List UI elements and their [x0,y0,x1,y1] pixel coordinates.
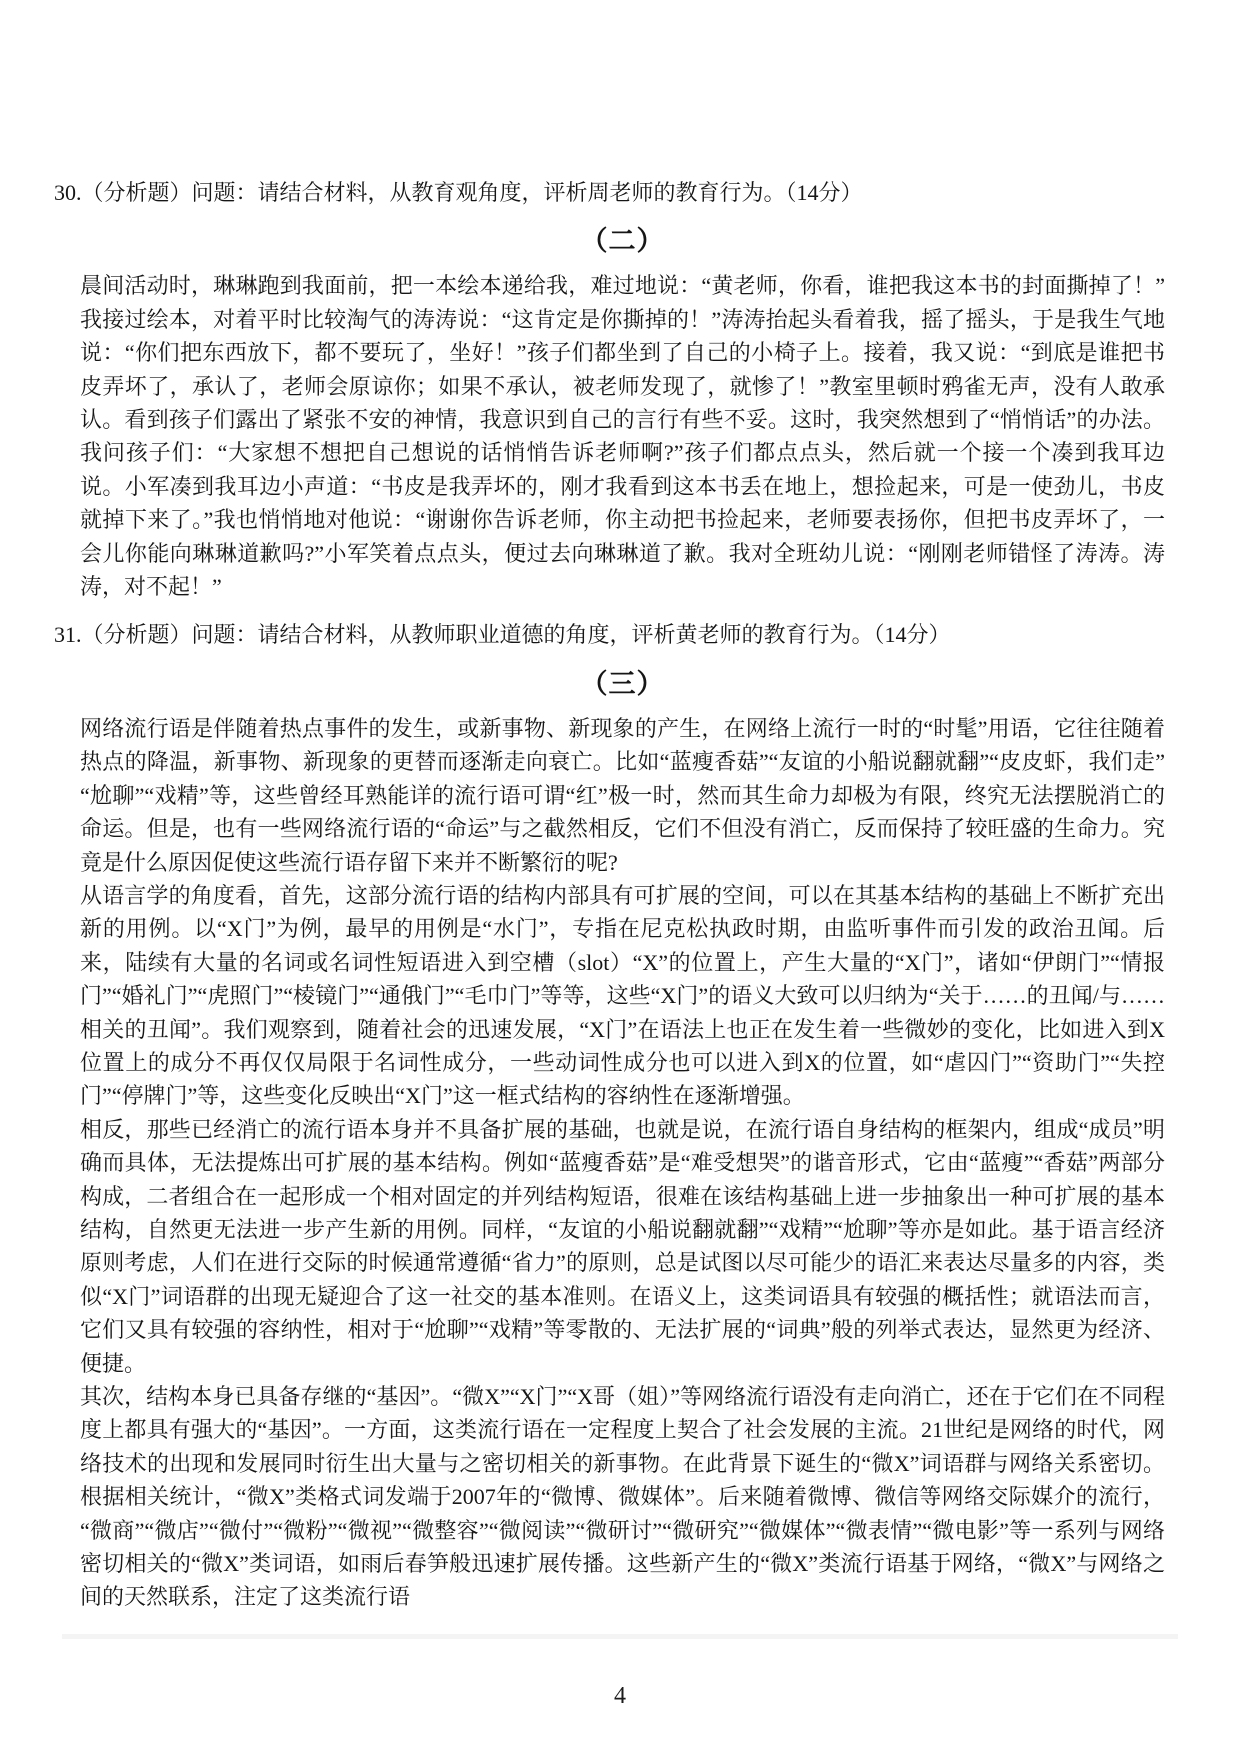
page-content [54,0,1165,1614]
page-number: 4 [614,1683,626,1709]
section-3-paragraph-3: 相反，那些已经消亡的流行语本身并不具备扩展的基础，也就是说，在流行语自身结构的框架内，组成“成员”明确而具体，无法提炼出可扩展的基本结构。例如“蓝瘦香菇”是“难受想哭”的谐音形式，它由“蓝瘦”“香菇”两部分构成，二者组合在一起形成一个相对固定的并列结构短语，很难在该结构基础上进一步抽象出一种可扩展的基本结构，自然更无法进一步产生新的用例。同样，“友谊的小船说翻就翻”“戏精”“尬聊”等亦是如此。基于语言经济原则考虑，人们在进行交际的时候通常遵循“省力”的原则，总是试图以尽可能少的语汇来表达尽量多的内容，类似“X门”词语群的出现无疑迎合了这一社交的基本准则。在语义上，这类词语具有较强的概括性；就语法而言，它们又具有较强的容纳性，相对于“尬聊”“戏精”等零散的、无法扩展的“词典”般的列举式表达，显然更为经济、便捷。 [80,1116,1165,1376]
section-2-material-paragraph: 晨间活动时，琳琳跑到我面前，把一本绘本递给我，难过地说：“黄老师，你看，谁把我这本书的封面撕掉了！”我接过绘本，对着平时比较淘气的涛涛说：“这肯定是你撕掉的！”涛涛抬起头看着我，摇了摇头，于是我生气地说：“你们把东西放下，都不要玩了，坐好！”孩子们都坐到了自己的小椅子上。接着，我又说：“到底是谁把书皮弄坏了，承认了，老师会原谅你；如果不承认，被老师发现了，就惨了！”教室里顿时鸦雀无声，没有人敢承认。看到孩子们露出了紧张不安的神情，我意识到自己的言行有些不妥。这时，我突然想到了“悄悄话”的办法。我问孩子们：“大家想不想把自己想说的话悄悄告诉老师啊?”孩子们都点点头，然后就一个接一个凑到我耳边说。小军凑到我耳边小声道：“书皮是我弄坏的，刚才我看到这本书丢在地上，想捡起来，可是一使劲儿，书皮就掉下来了。”我也悄悄地对他说：“谢谢你告诉老师，你主动把书捡起来，老师要表扬你，但把书皮弄坏了，一会儿你能向琳琳道歉吗?”小军笑着点点头，便过去向琳琳道了歉。我对全班幼儿说：“刚刚老师错怪了涛涛。涛涛，对不起！” [80,273,1165,600]
section-3-paragraph-1: 网络流行语是伴随着热点事件的发生，或新事物、新现象的产生，在网络上流行一时的“时髦”用语，它往往随着热点的降温，新事物、新现象的更替而逐渐走向衰亡。比如“蓝瘦香菇”“友谊的小船说翻就翻”“皮皮虾，我们走”“尬聊”“戏精”等，这些曾经耳熟能详的流行语可谓“红”极一时，然而其生命力却极为有限，终究无法摆脱消亡的命运。但是，也有一些网络流行语的“命运”与之截然相反，它们不但没有消亡，反而保持了较旺盛的生命力。究竟是什么原因促使这些流行语存留下来并不断繁衍的呢? [80,715,1165,875]
section-3-heading: （三） [580,668,665,699]
question-30: 30.（分析题）问题：请结合材料，从教育观角度，评析周老师的教育行为。（14分） [54,180,863,205]
section-3-paragraph-4: 其次，结构本身已具备存继的“基因”。“微X”“X门”“X哥（姐）”等网络流行语没有走向消亡，还在于它们在不同程度上都具有强大的“基因”。一方面，这类流行语在一定程度上契合了社会发展的主流。21世纪是网络的时代，网络技术的出现和发展同时衍生出大量与之密切相关的新事物。在此背景下诞生的“微X”词语群与网络关系密切。根据相关统计，“微X”类格式词发端于2007年的“微博、微媒体”。后来随着微博、微信等网络交际媒介的流行，“微商”“微店”“微付”“微粉”“微视”“微整容”“微阅读”“微研讨”“微研究”“微媒体”“微表情”“微电影”等一系列与网络密切相关的“微X”类词语，如雨后春笋般迅速扩展传播。这些新产生的“微X”类流行语基于网络，“微X”与网络之间的天然联系，注定了这类流行语 [80,1384,1165,1610]
section-3-paragraph-2: 从语言学的角度看，首先，这部分流行语的结构内部具有可扩展的空间，可以在其基本结构的基础上不断扩充出新的用例。以“X门”为例，最早的用例是“水门”，专指在尼克松执政时期，由监听事件而引发的政治丑闻。后来，陆续有大量的名词或名词性短语进入到空槽（slot）“X”的位置上，产生大量的“X门”，诸如“伊朗门”“情报门”“婚礼门”“虎照门”“棱镜门”“通俄门”“毛巾门”等等，这些“X门”的语义大致可以归纳为“关于……的丑闻/与……相关的丑闻”。我们观察到，随着社会的迅速发展，“X门”在语法上也正在发生着一些微妙的变化，比如进入到X位置上的成分不再仅仅局限于名词性成分，一些动词性成分也可以进入到X的位置，如“虐囚门”“资助门”“失控门”“停牌门”等，这些变化反映出“X门”这一框式结构的容纳性在逐渐增强。 [80,882,1165,1109]
footer-divider [62,1634,1178,1639]
section-2-heading: （二） [580,226,665,257]
question-31: 31.（分析题）问题：请结合材料，从教师职业道德的角度，评析黄老师的教育行为。（14分） [54,622,951,648]
